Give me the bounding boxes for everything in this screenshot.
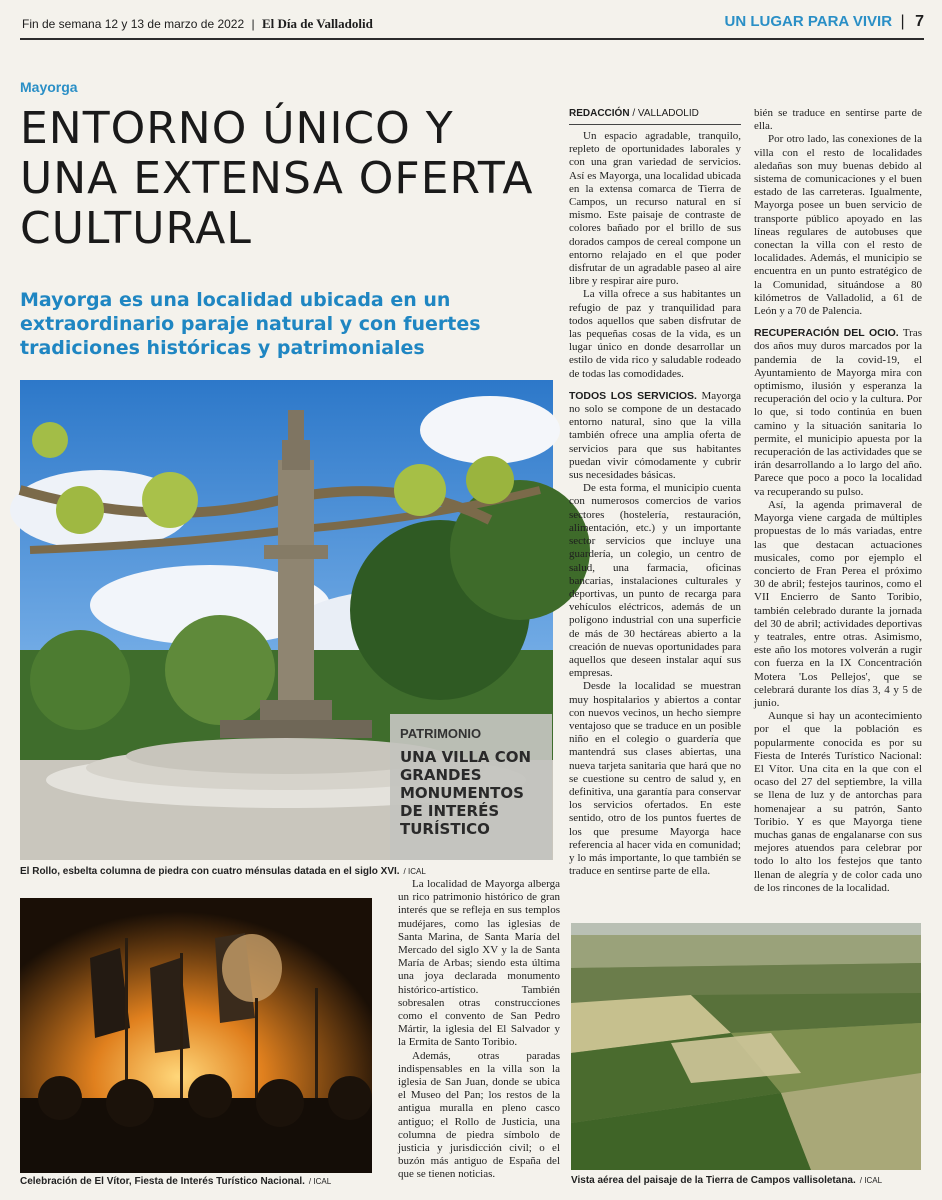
paragraph: Un espacio agradable, tranquilo, repleto de oportunidades laborales y con una gran variedad de servicios. Así es Mayorga, una localidad ubicada en la extensa comarca de Tierra de Campos, un recurso natural en sí mismo. Este paisaje de contraste de colores bañado por el brillo de sus dorados campos de cereal compone un entorno relajado en el que poder disfrutar de un agradable paseo al aire libre y respirar aire puro. bbox=[569, 130, 741, 288]
byline-author: REDACCIÓN bbox=[569, 108, 630, 119]
newspaper-name: El Día de Valladolid bbox=[261, 16, 373, 31]
paragraph: La villa ofrece a sus habitantes un refugio de paz y tranquilidad para todos aquellos que saben disfrutar de las pequeñas cosas de la vida, es un lugar único en donde desarrollar un estilo de vida rico y saludable rodeado de todas las comodidades. bbox=[569, 288, 741, 380]
header-separator: | bbox=[251, 17, 255, 31]
header-separator-right: | bbox=[900, 13, 905, 30]
section-name: UN LUGAR PARA VIVIR bbox=[724, 13, 893, 30]
article-subhead: Mayorga es una localidad ubicada en un extraordinario paraje natural y con fuertes tradiciones históricas y patrimoniales bbox=[20, 289, 481, 359]
el-vitor-illustration bbox=[20, 898, 372, 1173]
sidebar-headline-box bbox=[390, 714, 552, 860]
article-headline: ENTORNO ÚNICO Y UNA EXTENSA OFERTA CULTURAL bbox=[20, 103, 534, 254]
photo-tierra-de-campos bbox=[571, 923, 921, 1170]
paragraph: bién se traduce en sentirse parte de ella. bbox=[754, 107, 922, 133]
byline-city: VALLADOLID bbox=[637, 108, 699, 119]
article-column-2 bbox=[569, 130, 741, 880]
paragraph-lead: TODOS LOS SERVICIOS. bbox=[569, 389, 697, 402]
caption-text: Vista aérea del paisaje de la Tierra de Campos vallisoletana. bbox=[571, 1175, 856, 1186]
photo-el-vitor bbox=[20, 898, 372, 1173]
photo-caption-tierra-de-campos bbox=[571, 1175, 882, 1186]
paragraph: Desde la localidad se muestran muy hospitalarios y abiertos a contar con nuevos vecinos, un hecho siempre ventajoso que se traduce en un posible niño en el colegio o guardería que mantendrá sus clases abiertas, una nueva tarjeta sanitaria que hará que no se cuestione su centro de salud y, en definitiva, una garantía para conservar los servicios ofertados. En este sentido, otro de los puntos fuertes de los que presume Mayorga hace referencia al hacer vida en comunidad; y lo más importante, lo que también se traduce en sentirse parte de ella. bbox=[569, 680, 741, 878]
paragraph: Aunque si hay un acontecimiento por el que la población es popularmente conocida es por su Fiesta de Interés Turístico Nacional: El Vítor. Una cita en la que con el ocaso del 27 del septiembre, la villa se llena de luz y de antorchas para homenajear a su patrón, Santo Toribio. Y es que Mayorga tiene muchas ganas de engalanarse con sus mejores atuendos para celebrar por todo lo alto los festejos que tanto llenan de alegría y de color cada uno de los rincones de la localidad. bbox=[754, 710, 922, 894]
paragraph: Además, otras paradas indispensables en la villa son la iglesia de San Juan, donde se ubica el Museo del Pan; los restos de la antigua muralla en pleno casco antiguo; el Rollo de Justicia, una columna de piedra símbolo de justicia y jurisdicción civil; o el buzón más antiguo de España del que se tienen noticias. bbox=[398, 1049, 560, 1181]
paragraph bbox=[754, 327, 922, 499]
paragraph: De esta forma, el municipio cuenta con numerosos comercios de varios sectores (hostelería, restauración, alimentación, etc.) y un importante sector servicios que incluye una guardería, un colegio, un centro de salud, una farmacia, oficinas bancarias, instalaciones culturales y deportivas, un punto de recarga para vehículos eléctricos, además de un polígono industrial con una superficie de más de 30 hectáreas abierto a la creación de nuevas oportunidades para aquellos que deseen instalar aquí sus empresas. bbox=[569, 482, 741, 680]
paragraph-text: Tras dos años muy duros marcados por la pandemia de la covid-19, el Ayuntamiento de Mayorga mira con optimismo, ilusión y esperanza la recuperación del ocio y la cultura. Por lo que, si todo continúa en buen camino y la situación sanitaria lo permite, el municipio apuesta por la recuperación de las actividades que se irán desarrollando a lo largo del año. Parece que poco a poco la localidad va recuperando su pulso. bbox=[754, 327, 922, 498]
photo-caption-el-vitor bbox=[20, 1176, 331, 1187]
page-header-left bbox=[22, 16, 373, 32]
photo-credit: / ICAL bbox=[403, 867, 426, 876]
sidebar-kicker: PATRIMONIO bbox=[400, 726, 482, 741]
aerial-fields-illustration bbox=[571, 923, 921, 1170]
page-number: 7 bbox=[915, 13, 924, 30]
header-rule bbox=[20, 38, 924, 40]
paragraph-lead: RECUPERACIÓN DEL OCIO. bbox=[754, 327, 899, 340]
paragraph: Por otro lado, las conexiones de la villa con el resto de localidades aledañas son muy buenas debido al sistema de comunicaciones y el buen estado de las carreteras. Igualmente, Mayorga posee un buen servicio de transporte público apoyado en las líneas regulares de autobuses que conectan la villa con el resto de localidades. Además, el municipio se encuentra en un punto estratégico de la Comunidad, situándose a 80 kilómetros de Valladolid, a 61 de León y a 70 de Palencia. bbox=[754, 133, 922, 318]
article-column-3 bbox=[754, 107, 922, 894]
caption-text: Celebración de El Vítor, Fiesta de Interés Turístico Nacional. bbox=[20, 1176, 305, 1187]
page-header-right bbox=[725, 13, 924, 31]
photo-credit: / ICAL bbox=[859, 1176, 883, 1185]
caption-text: El Rollo, esbelta columna de piedra con cuatro ménsulas datada en el siglo XVI. bbox=[20, 866, 400, 877]
paragraph bbox=[569, 390, 741, 482]
byline-rule bbox=[569, 124, 741, 125]
paragraph-text: Mayorga no solo se compone de un destacado entorno natural, sino que la villa también ofrece una amplia oferta de servicios para que sus habitantes puedan vivir cómodamente y cubrir sus necesidades básicas. bbox=[569, 389, 741, 482]
byline-separator: / bbox=[632, 108, 636, 119]
photo-caption-el-rollo bbox=[20, 866, 426, 877]
paragraph: La localidad de Mayorga alberga un rico patrimonio histórico de gran interés que se refleja en sus templos mudéjares, como las iglesias de Santa Marina, de Santa María del Mercado del siglo XV y la de Santa María de Arbas; siendo esta última una joya declarada monumento histórico-artístico. También sobresalen otras construcciones como el convento de San Pedro Mártir, la iglesia del El Salvador y la Ermita de Santo Toribio. bbox=[398, 878, 560, 1049]
photo-credit: / ICAL bbox=[308, 1177, 332, 1186]
sidebar-title: UNA VILLA CON GRANDES MONUMENTOS DE INTERÉS TURÍSTICO bbox=[400, 748, 532, 838]
paragraph: Así, la agenda primaveral de Mayorga viene cargada de múltiples propuestas de lo más variadas, entre las que destacan actuaciones musicales, como por ejemplo el concierto de Fran Perea el próximo 30 de abril; festejos taurinos, como el VII Encierro de Santo Toribio, también celebrado durante la jornada del 30 de abril; actividades deportivas y teatrales, entre otras. Asimismo, este año los motores volverán a rugir con fuerza en la IX Concentración Motera 'Los Pellejos', que se celebrará durante los días 3, 4 y 5 de junio. bbox=[754, 498, 922, 709]
article-byline bbox=[569, 108, 699, 119]
issue-date: Fin de semana 12 y 13 de marzo de 2022 bbox=[22, 17, 245, 31]
sidebar-text bbox=[398, 878, 560, 1181]
article-kicker: Mayorga bbox=[20, 79, 78, 95]
